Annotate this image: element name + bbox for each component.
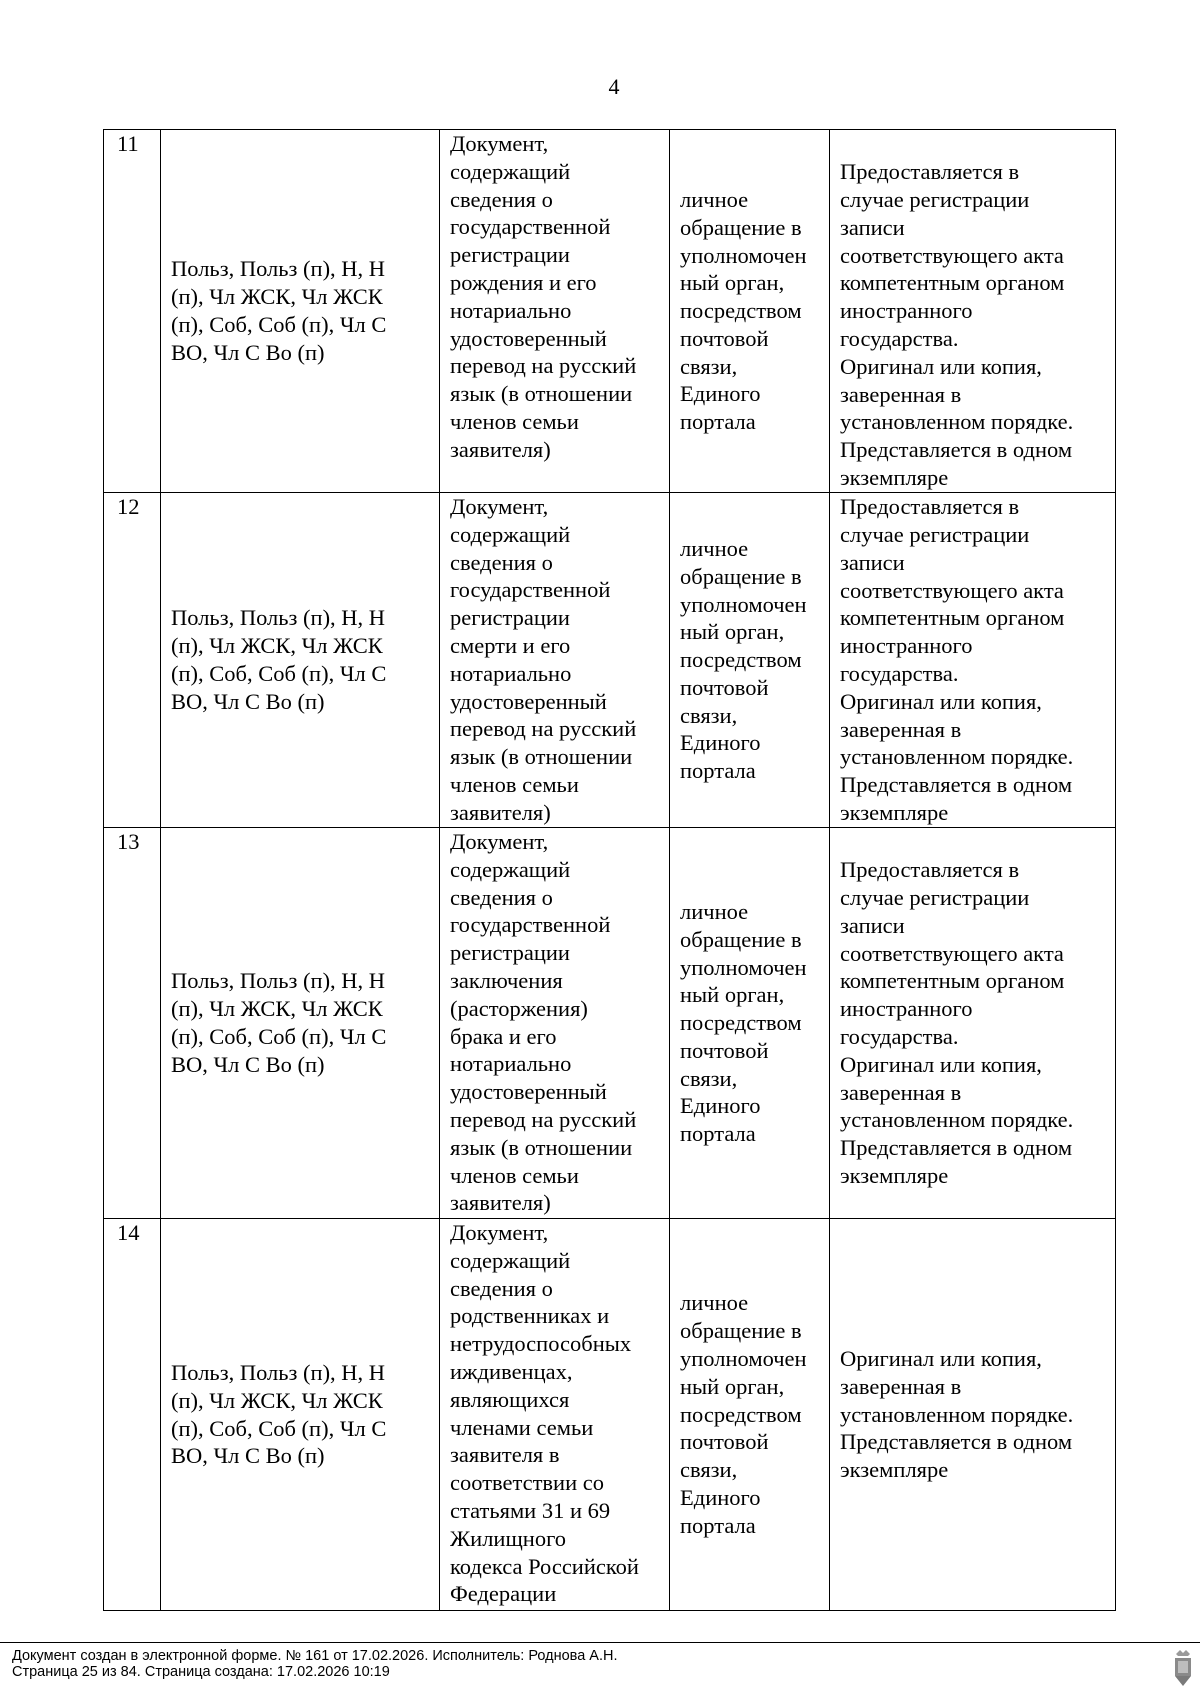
submission-method-cell [670, 493, 830, 828]
requirements-note: Предоставляется в случае регистрации записи соответствующего акта компетентным органом иностранного государства. Оригинал или копия, заверенная в установленном порядке. Представляется в одном экземпляре [840, 159, 1074, 490]
requirements-note: Предоставляется в случае регистрации записи соответствующего акта компетентным органом иностранного государства. Оригинал или копия, заверенная в установленном порядке. Представляется в одном экземпляре [840, 857, 1074, 1188]
requirements-cell [830, 130, 1116, 493]
footer-page-info: Страница 25 из 84. Страница создана: 17.02.2026 10:19 [12, 1664, 390, 1680]
submission-method-cell [670, 130, 830, 493]
table-row [104, 130, 1116, 493]
applicant-categories: Польз, Польз (п), Н, Н (п), Чл ЖСК, Чл ЖСК (п), Соб, Соб (п), Чл С ВО, Чл С Во (п) [171, 968, 387, 1077]
requirements-cell [830, 828, 1116, 1219]
document-name-cell [440, 130, 670, 493]
submission-method: личное обращение в уполномочен ный орган, посредством почтовой связи, Единого портала [680, 535, 807, 784]
table-row [104, 828, 1116, 1219]
document-name-cell [440, 828, 670, 1219]
document-name: Документ, содержащий сведения о государственной регистрации рождения и его нотариально удостоверенный перевод на русский язык (в отношении членов семьи заявителя) [450, 131, 637, 462]
footer-document-info: Документ создан в электронной форме. № 161 от 17.02.2026. Исполнитель: Роднова А.Н. [12, 1648, 618, 1664]
table-row [104, 1219, 1116, 1611]
document-name: Документ, содержащий сведения о родственниках и нетрудоспособных иждивенцах, являющихся членами семьи заявителя в соответствии со статьями 31 и 69 Жилищного кодекса Российской Федерации [450, 1220, 639, 1607]
applicant-categories-cell [161, 130, 440, 493]
coat-of-arms-icon [1172, 1648, 1194, 1688]
document-name: Документ, содержащий сведения о государственной регистрации заключения (расторжения) брака и его нотариально удостоверенный перевод на русский язык (в отношении членов семьи заявителя) [450, 829, 637, 1216]
document-name-cell [440, 1219, 670, 1611]
row-number: 14 [104, 1219, 161, 1611]
applicant-categories: Польз, Польз (п), Н, Н (п), Чл ЖСК, Чл ЖСК (п), Соб, Соб (п), Чл С ВО, Чл С Во (п) [171, 605, 387, 714]
document-name: Документ, содержащий сведения о государственной регистрации смерти и его нотариально удостоверенный перевод на русский язык (в отношении членов семьи заявителя) [450, 494, 637, 825]
submission-method-cell [670, 828, 830, 1219]
submission-method: личное обращение в уполномочен ный орган, посредством почтовой связи, Единого портала [680, 186, 807, 435]
row-number: 12 [104, 493, 161, 828]
row-number: 13 [104, 828, 161, 1219]
requirements-note: Оригинал или копия, заверенная в установленном порядке. Представляется в одном экземпляре [840, 1346, 1074, 1483]
submission-method: личное обращение в уполномочен ный орган, посредством почтовой связи, Единого портала [680, 898, 807, 1147]
table-row [104, 493, 1116, 828]
document-name-cell [440, 493, 670, 828]
document-footer [12, 1648, 618, 1680]
applicant-categories-cell [161, 1219, 440, 1611]
page-number: 4 [608, 74, 620, 99]
documents-table [103, 129, 1116, 1611]
applicant-categories-cell [161, 828, 440, 1219]
footer-divider [0, 1642, 1200, 1643]
requirements-note: Предоставляется в случае регистрации записи соответствующего акта компетентным органом иностранного государства. Оригинал или копия, заверенная в установленном порядке. Представляется в одном экземпляре [840, 494, 1074, 825]
requirements-cell [830, 1219, 1116, 1611]
applicant-categories: Польз, Польз (п), Н, Н (п), Чл ЖСК, Чл ЖСК (п), Соб, Соб (п), Чл С ВО, Чл С Во (п) [171, 256, 387, 365]
requirements-cell [830, 493, 1116, 828]
applicant-categories-cell [161, 493, 440, 828]
applicant-categories: Польз, Польз (п), Н, Н (п), Чл ЖСК, Чл ЖСК (п), Соб, Соб (п), Чл С ВО, Чл С Во (п) [171, 1359, 387, 1469]
row-number: 11 [104, 130, 161, 493]
submission-method: личное обращение в уполномочен ный орган, посредством почтовой связи, Единого портала [680, 1290, 807, 1538]
submission-method-cell [670, 1219, 830, 1611]
